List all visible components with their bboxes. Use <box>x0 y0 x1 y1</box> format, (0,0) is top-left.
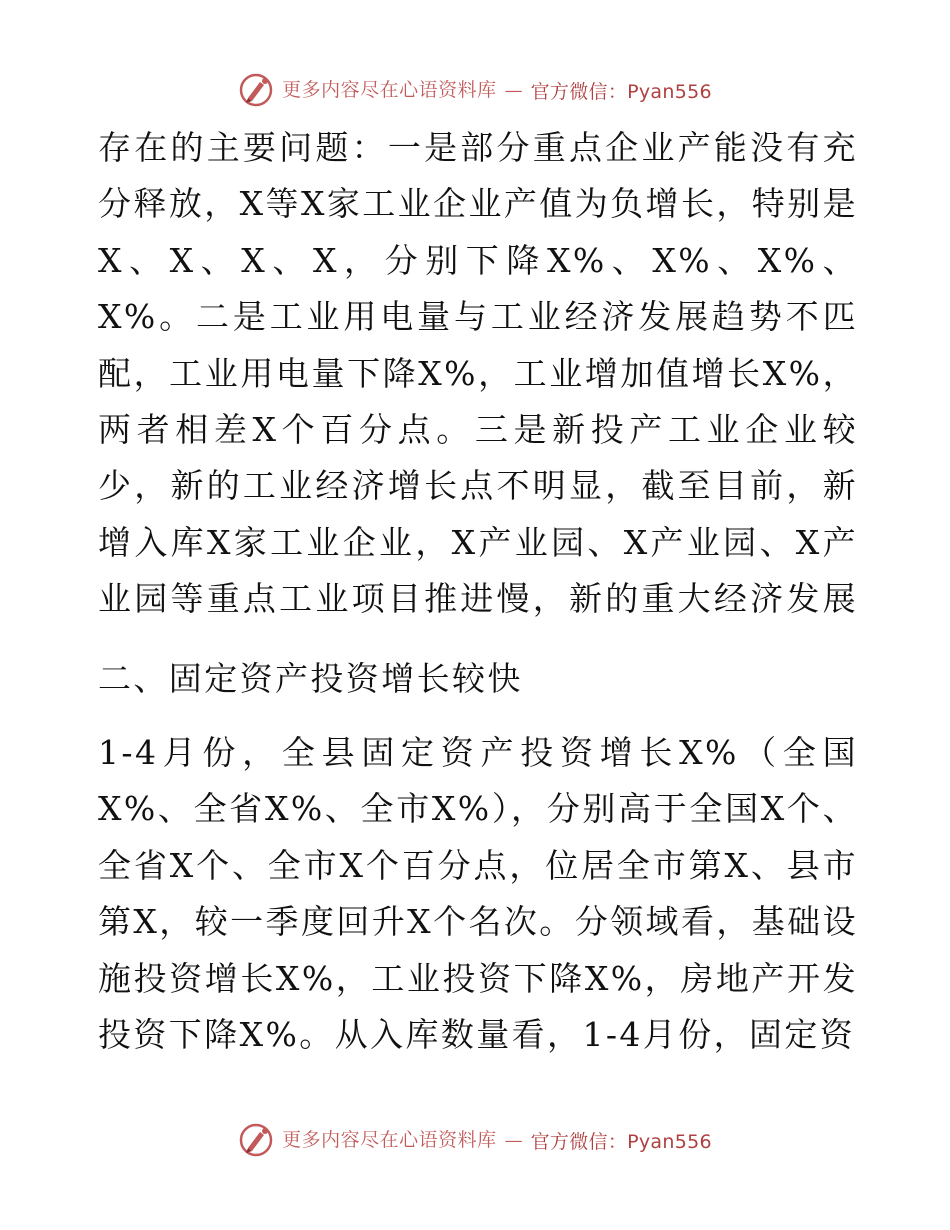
section-heading-fixed-asset-investment: 二、固定资产投资增长较快 <box>98 659 523 698</box>
pen-logo-icon <box>238 1122 274 1158</box>
banner-separator: — <box>504 1129 523 1151</box>
banner-slogan: 更多内容尽在心语资料库 <box>282 78 497 101</box>
banner-contact: 官方微信：Pyan556 <box>530 80 712 103</box>
document-body <box>98 120 858 1063</box>
footer-watermark-banner <box>0 1118 950 1162</box>
header-watermark-banner <box>0 68 950 112</box>
banner-separator: — <box>504 79 523 101</box>
paragraph-fixed-asset-investment: 1-4月份，全县固定资产投资增长X%（全国X%、全省X%、全市X%），分别高于全国X个、全省X个、全市X个百分点，位居全市第X、县市第X，较一季度回升X个名次。分领域看，基础设施投资增长X%，工业投资下降X%，房地产开发投资下降X%。从入库数量看，1-4月份，固定资 <box>98 733 858 1055</box>
paragraph-problems: 存在的主要问题：一是部分重点企业产能没有充分释放，X等X家工业企业产值为负增长，特别是X、X、X、X，分别下降X%、X%、X%、X%。二是工业用电量与工业经济发展趋势不匹配，工业用电量下降X%，工业增加值增长X%，两者相差X个百分点。三是新投产工业企业较少，新的工业经济增长点不明显，截至目前，新增入库X家工业企业，X产业园、X产业园、X产业园等重点工业项目推进慢，新的重大经济发展 <box>98 128 858 619</box>
pen-logo-icon <box>238 72 274 108</box>
banner-contact: 官方微信：Pyan556 <box>530 1130 712 1153</box>
banner-slogan: 更多内容尽在心语资料库 <box>282 1128 497 1151</box>
